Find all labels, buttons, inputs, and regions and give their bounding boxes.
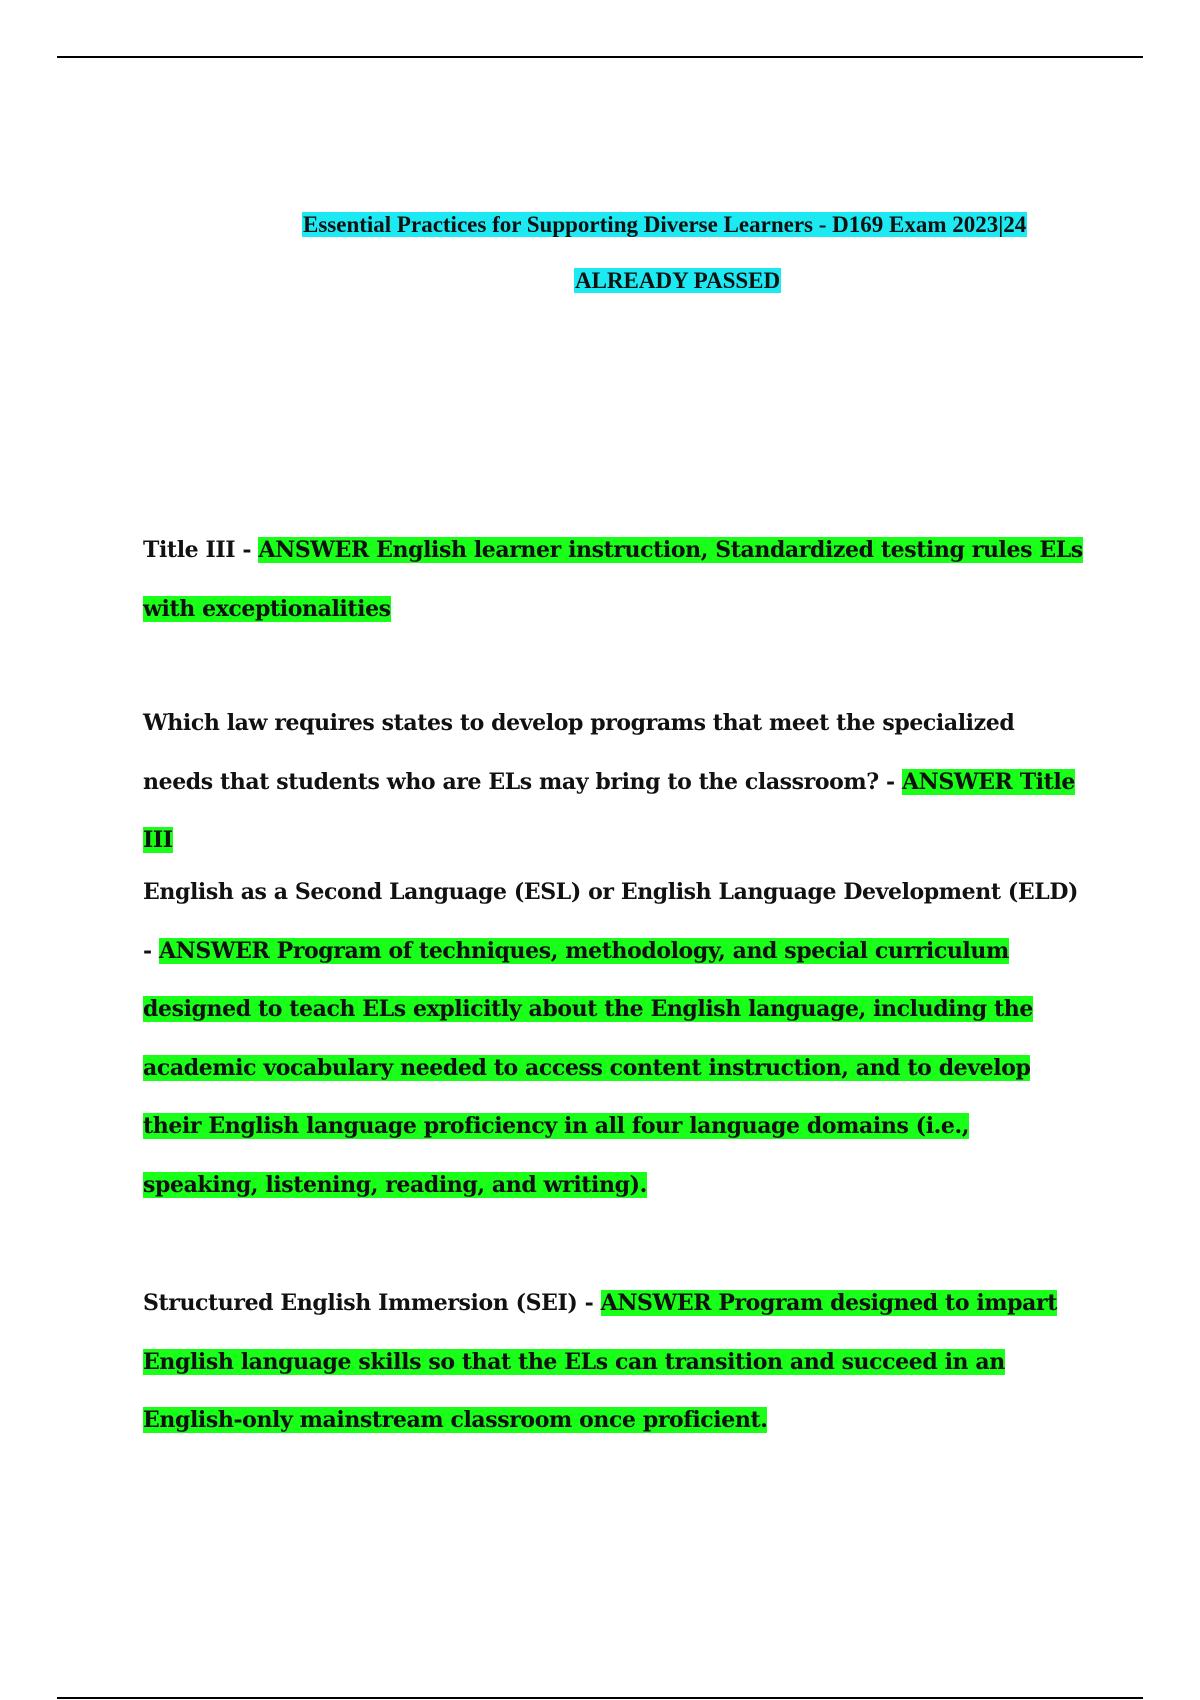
answer-text: ANSWER Program of techniques, methodology, and special curriculum designed to teach ELs explicitly about the English language, including the academic vocabulary needed to access content instruction, and to develop their English language proficiency in all four language domains (i.e., speaking, listening, reading, and writing). [143, 937, 1033, 1198]
term-text: Structured English Immersion (SEI) - [143, 1290, 601, 1316]
term-text: English as a Second Language (ESL) or English Language Development (ELD) - [143, 879, 1079, 964]
title-line-2: ALREADY PASSED [575, 268, 781, 293]
footer-rule [57, 1697, 1143, 1699]
answer-text: ANSWER Program designed to impart English language skills so that the ELs can transition and succeed in an English-only mainstream classroom once proficient. [143, 1290, 1057, 1433]
title-line-1: Essential Practices for Supporting Diverse Learners - D169 Exam 2023|24 [303, 212, 1027, 237]
answer-text: ANSWER English learner instruction, Standardized testing rules ELs with exceptionalities [143, 537, 1083, 622]
qa-entry-esl-eld [143, 863, 1083, 1214]
question-text: Which law requires states to develop programs that meet the specialized needs that students who are ELs may bring to the classroom? - [143, 710, 1015, 795]
qa-entry-which-law [143, 694, 1083, 870]
qa-entry-sei [143, 1274, 1083, 1450]
term-text: Title III - [143, 537, 259, 563]
answer-text: ANSWER Title III [143, 768, 1075, 853]
qa-entry-title-iii [143, 521, 1083, 638]
header-rule [57, 56, 1143, 58]
